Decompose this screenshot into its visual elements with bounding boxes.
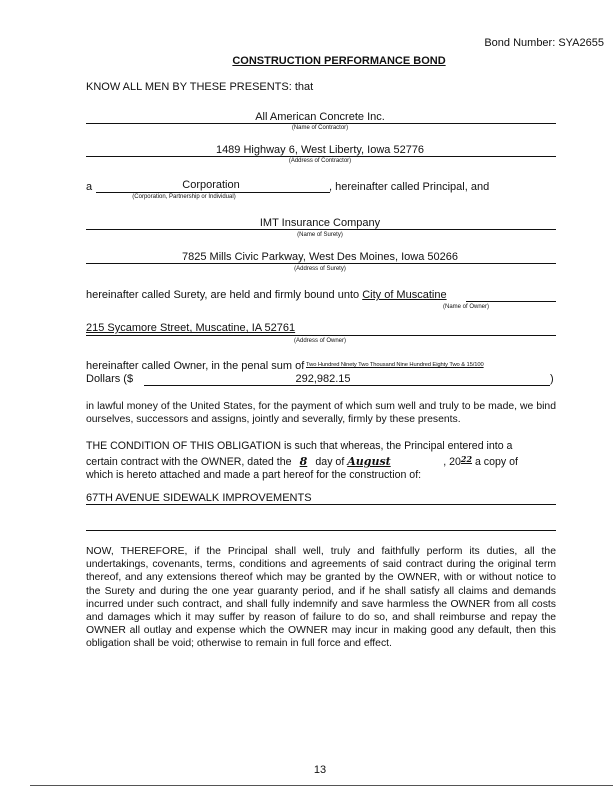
- owner-name: City of Muscatine: [362, 289, 447, 301]
- divider: [86, 263, 556, 264]
- now-therefore-paragraph: NOW, THEREFORE, if the Principal shall well, truly and faithfully perform its duties, all the undertakings, covenants, terms, conditions and agreements of said contract during the original term thereof, and any extensions thereof which may be granted by the OWNER, with or without notice to the Surety and during the one year guaranty period, and if he shall satisfy all claims and demands incurred under such contract, and shall fully indemnify and save harmless the OWNER from all costs and damages which it may suffer by reason of failure to do so, and shall reimburse and repay the OWNER all outlay and expense which the OWNER may incur in making good any default, then this obligation shall be void; otherwise to remain in full force and effect.: [86, 546, 556, 650]
- dollars-close: ): [550, 373, 554, 385]
- divider: [86, 335, 556, 336]
- divider: [86, 156, 556, 157]
- surety-name: IMT Insurance Company: [259, 217, 381, 229]
- surety-name-caption: (Name of Surety): [297, 232, 343, 238]
- surety-address-caption: (Address of Surety): [294, 266, 346, 272]
- entity-type: Corporation: [182, 179, 240, 191]
- condition-text: certain contract with the OWNER, dated the: [86, 456, 292, 469]
- entity-prefix: a: [86, 181, 93, 193]
- contractor-address-caption: (Address of Contractor): [288, 158, 352, 164]
- owner-address: 215 Sycamore Street, Muscatine, IA 52761: [86, 322, 296, 334]
- condition-line-2: [86, 453, 518, 469]
- contractor-name: All American Concrete Inc.: [255, 111, 385, 123]
- intro-text: KNOW ALL MEN BY THESE PRESENTS: that: [86, 81, 314, 93]
- page-number: 13: [313, 764, 327, 776]
- owner-address-caption: (Address of Owner): [293, 338, 347, 344]
- entity-caption: (Corporation, Partnership or Individual): [132, 194, 236, 200]
- condition-line-3: which is hereto attached and made a part hereof for the construction of:: [86, 469, 422, 482]
- condition-line-1: THE CONDITION OF THIS OBLIGATION is such that whereas, the Principal entered into a: [86, 440, 513, 452]
- contract-month: August: [347, 455, 391, 469]
- divider: [86, 229, 556, 230]
- surety-address: 7825 Mills Civic Parkway, West Des Moines, Iowa 50266: [182, 251, 458, 263]
- project-name: 67TH AVENUE SIDEWALK IMPROVEMENTS: [86, 492, 312, 504]
- bond-number: Bond Number: SYA2655: [484, 37, 604, 49]
- condition-text: a copy of: [472, 456, 518, 469]
- divider: [86, 530, 556, 531]
- sum-lead: hereinafter called Owner, in the penal sum of: [86, 360, 305, 372]
- sum-words: Two Hundred Ninety Two Thousand Nine Hundred Eighty Two & 15/100: [306, 362, 484, 368]
- surety-bound-text: [86, 289, 447, 302]
- condition-text: , 20: [443, 456, 461, 469]
- divider: [466, 301, 556, 302]
- condition-paragraph: [86, 440, 518, 483]
- owner-name-caption: (Name of Owner): [442, 304, 490, 310]
- lawful-money-paragraph: in lawful money of the United States, for the payment of which sum well and truly to be made, we bind ourselves, successors and assigns, jointly and severally, firmly by these presents.: [86, 401, 556, 426]
- contract-day: 8: [299, 455, 308, 469]
- contract-year: 22: [460, 454, 473, 465]
- dollars-label: Dollars ($: [86, 373, 134, 385]
- contractor-address: 1489 Highway 6, West Liberty, Iowa 52776: [215, 144, 425, 156]
- page-bottom-edge: [30, 785, 613, 786]
- divider: [96, 192, 330, 193]
- divider: [86, 123, 556, 124]
- condition-text: day of: [315, 456, 345, 469]
- document-title: CONSTRUCTION PERFORMANCE BOND: [232, 55, 446, 67]
- sum-amount: 292,982.15: [295, 373, 351, 385]
- entity-suffix: , hereinafter called Principal, and: [329, 181, 490, 193]
- divider: [86, 504, 556, 505]
- contractor-name-caption: (Name of Contractor): [291, 125, 349, 131]
- owner-lead: hereinafter called Surety, are held and firmly bound unto: [86, 289, 360, 301]
